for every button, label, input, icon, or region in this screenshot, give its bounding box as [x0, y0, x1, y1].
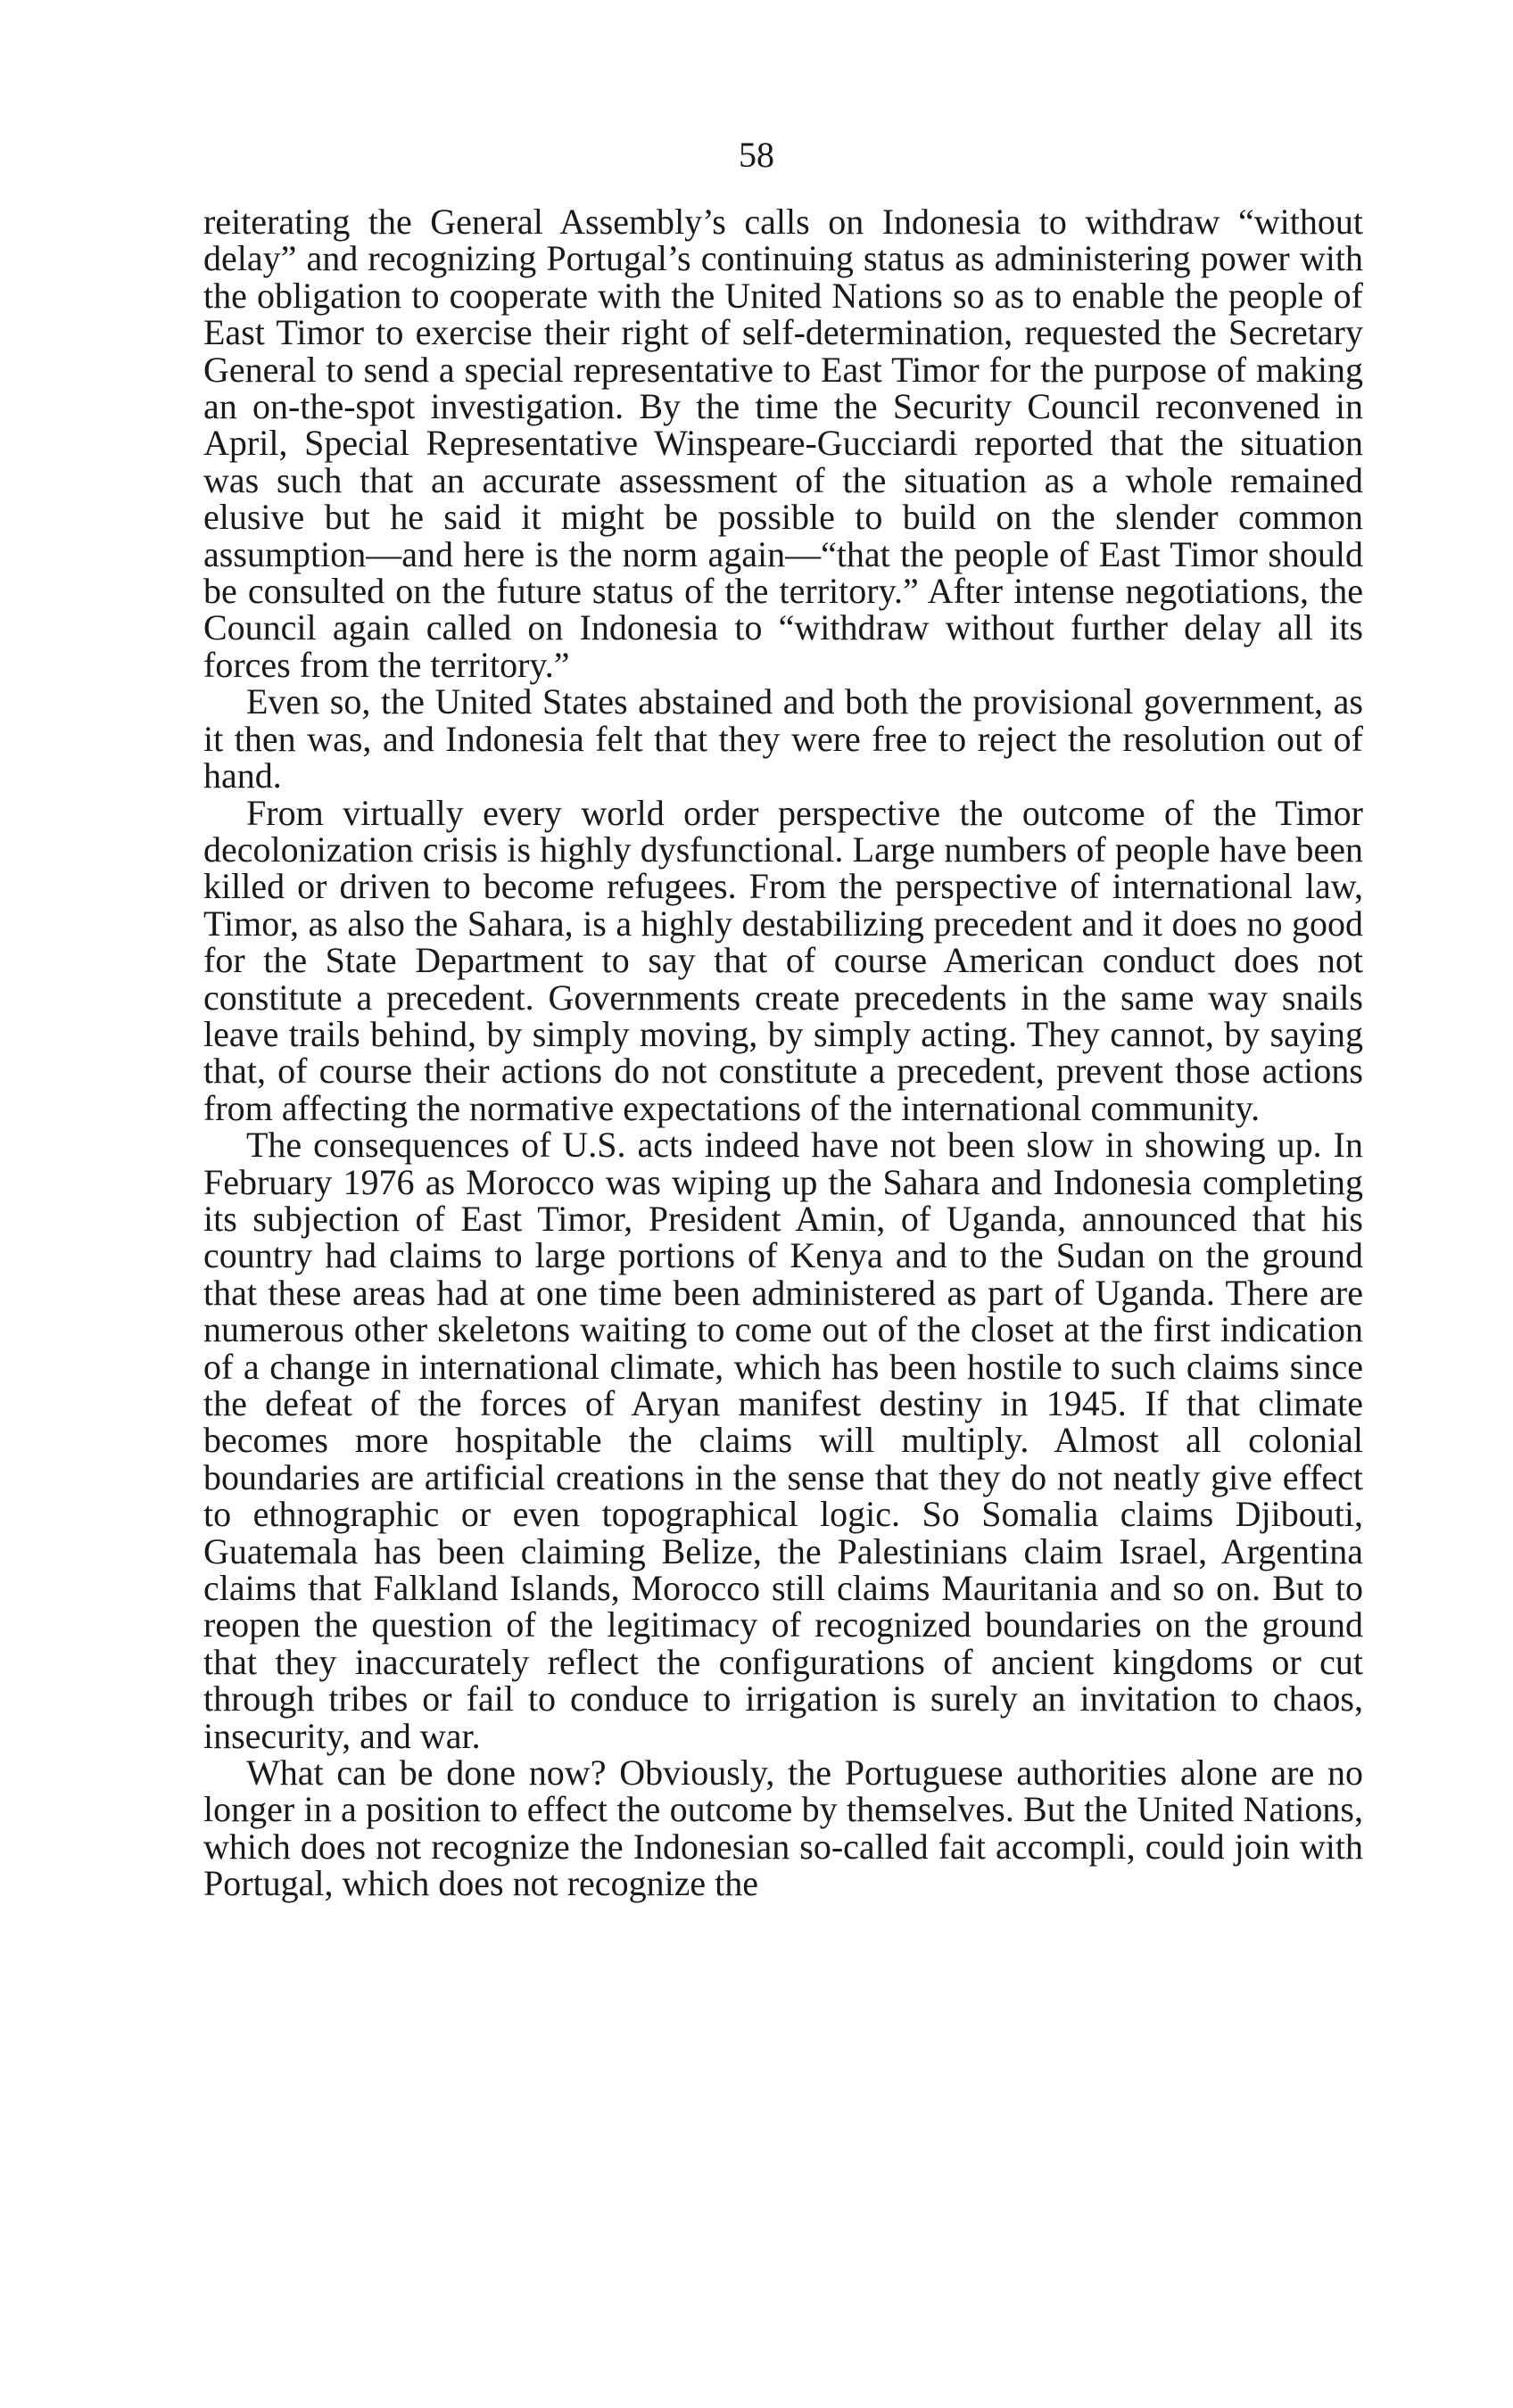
paragraph-4: The consequences of U.S. acts indeed have not been slow in showing up. In February 1976 as Morocco was wiping up the Sahara and Indonesia completing its subjection of East Timor, President Amin, of Uganda, announced that his country had claims to large portions of Kenya and to the Sudan on the ground that these areas had at one time been administered as part of Uganda. There are numerous other skeletons waiting to come out of the closet at the first indication of a change in international climate, which has been hostile to such claims since the defeat of the forces of Aryan manifest destiny in 1945. If that climate becomes more hospitable the claims will multiply. Almost all colonial boundaries are artificial creations in the sense that they do not neatly give effect to ethnographic or even topographical logic. So Somalia claims Djibouti, Guatemala has been claiming Belize, the Palestinians claim Israel, Argentina claims that Falkland Islands, Morocco still claims Mauritania and so on. But to reopen the question of the legitimacy of recognized boundaries on the ground that they inaccurately reflect the configurations of ancient kingdoms or cut through tribes or fail to conduce to irrigation is surely an invitation to chaos, insecurity, and war. [203, 1125, 1363, 1756]
paragraph-2: Even so, the United States abstained and both the provisional government, as it then was, and Indonesia felt that they were free to reject the resolution out of hand. [203, 681, 1363, 796]
paragraph-3: From virtually every world order perspective the outcome of the Timor decolonization crisis is highly dysfunctional. Large numbers of people have been killed or driven to become refugees. From the perspective of international law, Timor, as also the Sahara, is a highly destabilizing precedent and it does no good for the State Department to say that of course American conduct does not constitute a precedent. Governments create precedents in the same way snails leave trails behind, by simply moving, by simply acting. They cannot, by saying that, of course their actions do not constitute a precedent, prevent those actions from affecting the normative expectations of the international community. [203, 792, 1363, 1128]
paragraph-5: What can be done now? Obviously, the Portuguese authorities alone are no longer in a position to effect the outcome by themselves. But the United Nations, which does not recognize the Indonesian so-called fait accompli, could join with Portugal, which does not recognize the [203, 1752, 1363, 1904]
paragraph-1: reiterating the General Assembly’s calls on Indonesia to withdraw “without delay” and recognizing Portugal’s continuing status as administering power with the obligation to cooperate with the United Nations so as to enable the people of East Timor to exercise their right of self-determination, requested the Secretary General to send a special representative to East Timor for the purpose of making an on-the-spot investigation. By the time the Security Council reconvened in April, Special Representative Winspeare-Gucciardi reported that the situation was such that an accurate assessment of the situation as a whole remained elusive but he said it might be possible to build on the slender common assumption—and here is the norm again—“that the people of East Timor should be consulted on the future status of the territory.” After intense negotiations, the Council again called on Indonesia to “withdraw without further delay all its forces from the territory.” [203, 202, 1363, 685]
page-number: 58 [739, 135, 774, 175]
body-text [203, 203, 1363, 1902]
